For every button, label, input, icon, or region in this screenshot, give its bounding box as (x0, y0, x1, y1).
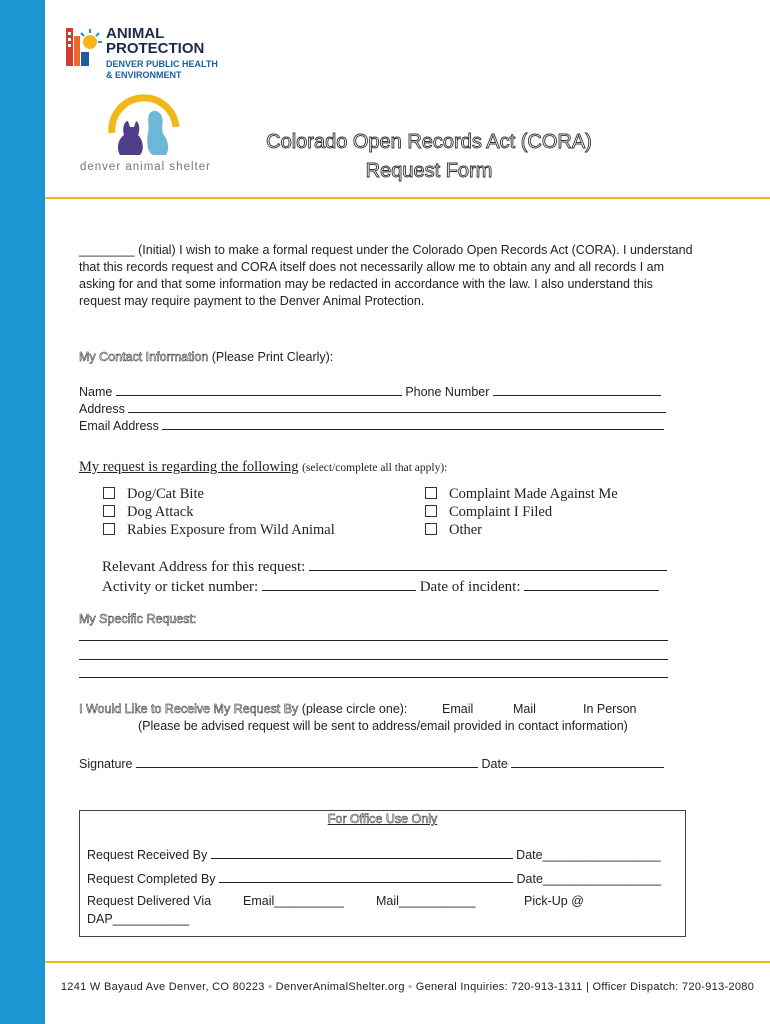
checkbox[interactable] (425, 487, 437, 499)
option-rabies-exposure[interactable] (103, 521, 335, 539)
contact-heading-note: (Please Print Clearly): (211, 350, 334, 364)
checkbox[interactable] (103, 505, 115, 517)
relevant-address-label: Relevant Address for this request: (102, 559, 306, 575)
signature-row (79, 755, 679, 771)
city-sun-icon (66, 26, 102, 68)
ap-subtitle (106, 59, 218, 81)
phone-label: Phone Number (405, 385, 490, 399)
email-label: Email Address (79, 419, 159, 433)
footer-divider (45, 961, 770, 963)
receive-heading: I Would Like to Receive My Request By (79, 702, 299, 716)
incident-date-field[interactable] (524, 578, 659, 591)
email-field[interactable] (162, 417, 664, 430)
received-date-field[interactable]: Date_________________ (516, 848, 661, 862)
office-received-row (87, 846, 677, 862)
incident-fields (102, 557, 682, 597)
receive-advisory: (Please be advised request will be sent to address/email provided in contact information) (138, 719, 628, 733)
checkbox[interactable] (103, 523, 115, 535)
ap-title-line-2: PROTECTION (106, 40, 205, 57)
form-title-line-2: Request Form (365, 160, 493, 182)
ap-subtitle-line-1: DENVER PUBLIC HEALTH (106, 59, 218, 69)
address-label: Address (79, 402, 125, 416)
shelter-logo (102, 93, 186, 164)
intro-paragraph (79, 242, 739, 310)
intro-line-2: that this records request and CORA itself does not necessarily allow me to obtain any and all records I am (79, 260, 665, 274)
relevant-address-field[interactable] (309, 558, 667, 571)
specific-request-line-3[interactable] (79, 677, 668, 678)
header-divider (45, 197, 770, 199)
ap-subtitle-line-2: & ENVIRONMENT (106, 70, 182, 80)
option-complaint-filed[interactable] (425, 503, 618, 521)
activity-label: Activity or ticket number: (102, 579, 259, 595)
email-row (79, 417, 674, 434)
relevant-address-row (102, 557, 682, 577)
completed-field[interactable] (219, 870, 513, 883)
regarding-left-options (103, 485, 335, 539)
signature-field[interactable] (136, 755, 478, 768)
specific-request-heading: My Specific Request: (79, 612, 197, 626)
intro-text-1: (Initial) I wish to make a formal request under the Colorado Open Records Act (CORA). I understand (138, 243, 693, 257)
option-complaint-against-me[interactable] (425, 485, 618, 503)
activity-row (102, 577, 682, 597)
initial-field[interactable]: ________ (79, 243, 135, 257)
intro-line-3: asking for and that some information may be redacted in accordance with the law. I also understand this (79, 277, 653, 291)
ap-title (106, 26, 204, 56)
name-label: Name (79, 385, 113, 399)
name-field[interactable] (116, 383, 402, 396)
blue-sidebar (0, 0, 45, 1024)
option-other[interactable] (425, 521, 618, 539)
regarding-heading (79, 459, 447, 476)
activity-field[interactable] (262, 578, 416, 591)
receive-note: (please circle one): (301, 702, 408, 716)
completed-date-field[interactable]: Date_________________ (516, 872, 662, 886)
footer-contact: 1241 W Bayaud Ave Denver, CO 80223 ◦ DenverAnimalShelter.org ◦ General Inquiries: 720-913-1311 | Officer Dispatch: 720-913-2080 (60, 981, 755, 993)
specific-request-line-2[interactable] (79, 659, 668, 660)
option-label: Other (449, 522, 483, 538)
delivered-mail[interactable]: Mail___________ (376, 894, 476, 908)
option-dog-cat-bite[interactable] (103, 485, 335, 503)
cat-dog-icon (102, 93, 186, 159)
regarding-right-options (425, 485, 618, 539)
signature-label: Signature (79, 757, 133, 771)
delivered-pickup[interactable]: Pick-Up @ (524, 894, 584, 908)
intro-line-1 (79, 242, 739, 259)
receive-option-mail[interactable]: Mail (513, 702, 536, 716)
address-field[interactable] (128, 400, 666, 413)
form-title-line-1: Colorado Open Records Act (CORA) (266, 131, 592, 153)
option-label: Dog Attack (127, 504, 194, 520)
checkbox[interactable] (425, 505, 437, 517)
regarding-heading-label: My request is regarding the following (79, 459, 299, 475)
specific-request-line-1[interactable] (79, 640, 668, 641)
contact-fields (79, 383, 674, 434)
received-label: Request Received By (87, 848, 208, 862)
received-field[interactable] (211, 846, 513, 859)
contact-heading (79, 350, 333, 364)
option-label: Complaint Made Against Me (449, 486, 618, 502)
intro-line-4: request may require payment to the Denver Animal Protection. (79, 294, 425, 308)
signature-date-label: Date (481, 757, 508, 771)
delivered-label: Request Delivered Via (87, 894, 212, 908)
phone-field[interactable] (493, 383, 661, 396)
delivered-email[interactable]: Email__________ (243, 894, 344, 908)
incident-date-label: Date of incident: (419, 579, 521, 595)
option-label: Rabies Exposure from Wild Animal (127, 522, 335, 538)
checkbox[interactable] (103, 487, 115, 499)
checkbox[interactable] (425, 523, 437, 535)
option-dog-attack[interactable] (103, 503, 335, 521)
option-label: Dog/Cat Bite (127, 486, 204, 502)
signature-date-field[interactable] (511, 755, 664, 768)
shelter-name: denver animal shelter (80, 161, 211, 173)
delivered-dap[interactable]: DAP___________ (87, 912, 190, 926)
receive-option-in-person[interactable]: In Person (583, 702, 637, 716)
animal-protection-logo (66, 26, 102, 73)
office-use-title: For Office Use Only (327, 812, 438, 826)
option-label: Complaint I Filed (449, 504, 553, 520)
name-phone-row (79, 383, 674, 400)
regarding-heading-note: (select/complete all that apply): (302, 462, 448, 474)
contact-heading-label: My Contact Information (79, 350, 209, 364)
completed-label: Request Completed By (87, 872, 216, 886)
ap-title-line-1: ANIMAL (106, 25, 165, 42)
address-row (79, 400, 674, 417)
office-completed-row (87, 870, 677, 886)
receive-option-email[interactable]: Email (442, 702, 474, 716)
